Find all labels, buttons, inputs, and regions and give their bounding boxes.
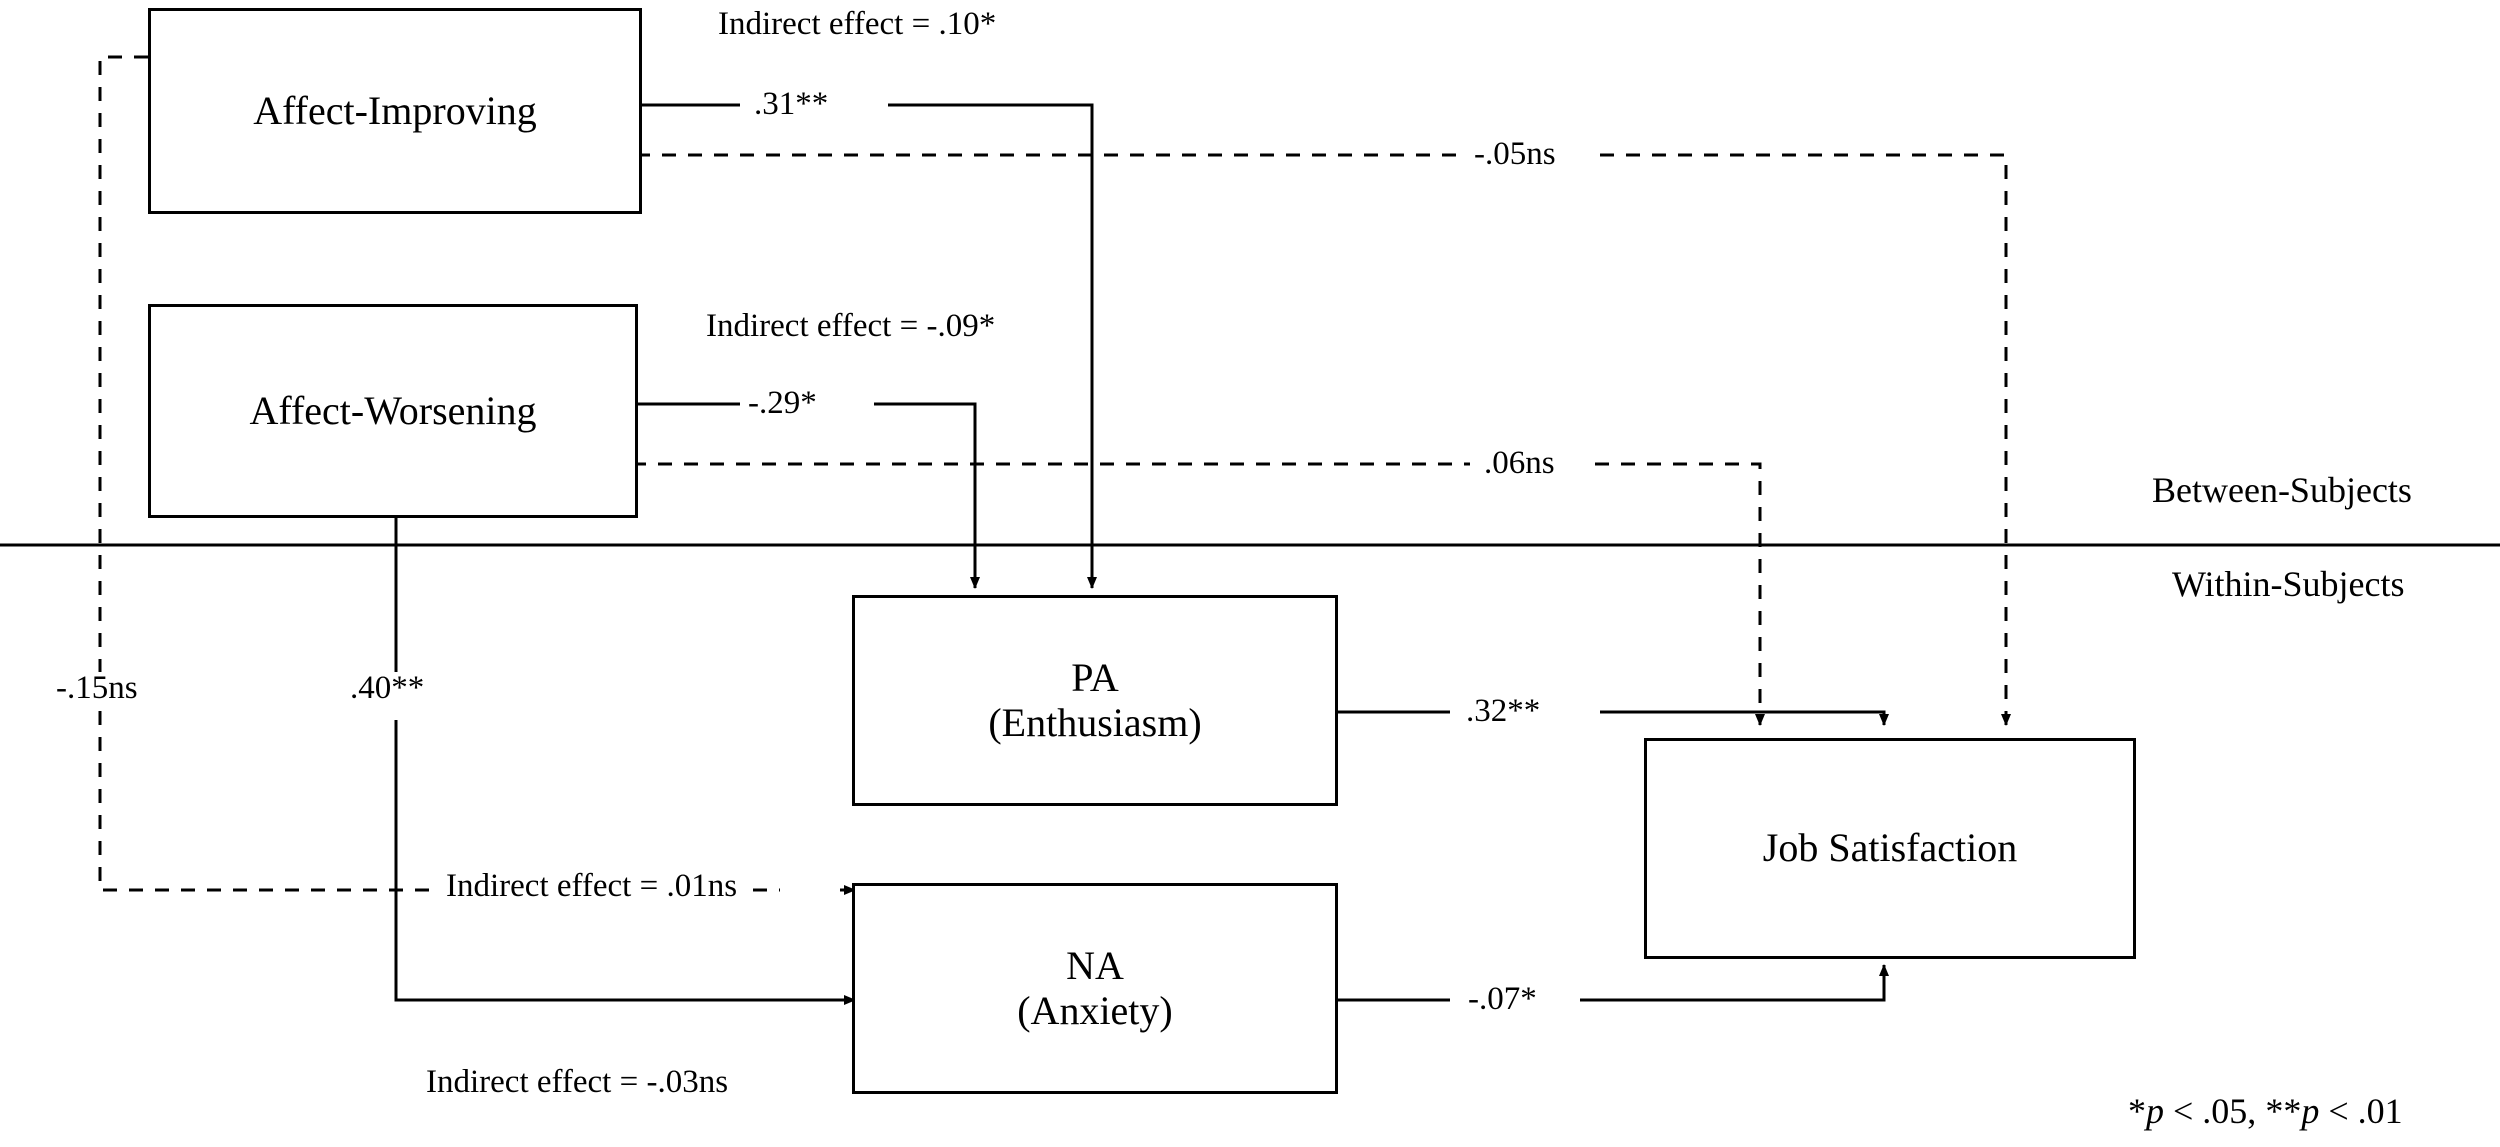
node-affect-improving-label: Affect-Improving	[253, 87, 537, 133]
footnote-p-1: p	[2146, 1091, 2164, 1131]
footnote-star-1: *	[2128, 1091, 2146, 1131]
edge-label-improving-to-pa: .31**	[748, 88, 834, 121]
node-affect-improving	[148, 8, 642, 214]
edge-label-indirect-worsening-na: Indirect effect = -.03ns	[420, 1066, 734, 1099]
node-affect-worsening-label: Affect-Worsening	[249, 387, 537, 433]
node-job-satisfaction-label: Job Satisfaction	[1762, 825, 2018, 871]
region-label-within-subjects: Within-Subjects	[2172, 564, 2405, 604]
edge-label-indirect-improving-na: Indirect effect = .01ns	[440, 870, 743, 903]
footnote-rest-2: < .01	[2319, 1091, 2403, 1131]
node-job-satisfaction	[1644, 738, 2136, 959]
edge-label-indirect-worsening-pa: Indirect effect = -.09*	[700, 310, 1001, 343]
node-affect-worsening	[148, 304, 638, 518]
significance-footnote	[2128, 1090, 2403, 1132]
node-pa-label: PA	[1071, 654, 1119, 700]
node-na	[852, 883, 1338, 1094]
node-pa-sublabel: (Enthusiasm)	[988, 699, 1202, 745]
footnote-rest-1: < .05,	[2164, 1091, 2266, 1131]
node-na-label: NA	[1066, 942, 1124, 988]
edge-label-improving-to-na: -.15ns	[50, 672, 144, 705]
edge-label-pa-to-js: .32**	[1460, 695, 1546, 728]
region-label-between-subjects: Between-Subjects	[2152, 470, 2412, 510]
edge-label-worsening-to-pa: -.29*	[742, 387, 823, 420]
edge-label-worsening-to-na: .40**	[344, 672, 430, 705]
edge-label-improving-to-js: -.05ns	[1468, 138, 1562, 171]
edge-label-na-to-js: -.07*	[1462, 983, 1543, 1016]
footnote-p-2: p	[2301, 1091, 2320, 1131]
node-na-sublabel: (Anxiety)	[1017, 987, 1173, 1033]
edge-label-worsening-to-js: .06ns	[1478, 447, 1561, 480]
footnote-star-2: **	[2265, 1091, 2302, 1131]
edge-label-indirect-improving-pa: Indirect effect = .10*	[712, 8, 1002, 41]
node-pa	[852, 595, 1338, 806]
